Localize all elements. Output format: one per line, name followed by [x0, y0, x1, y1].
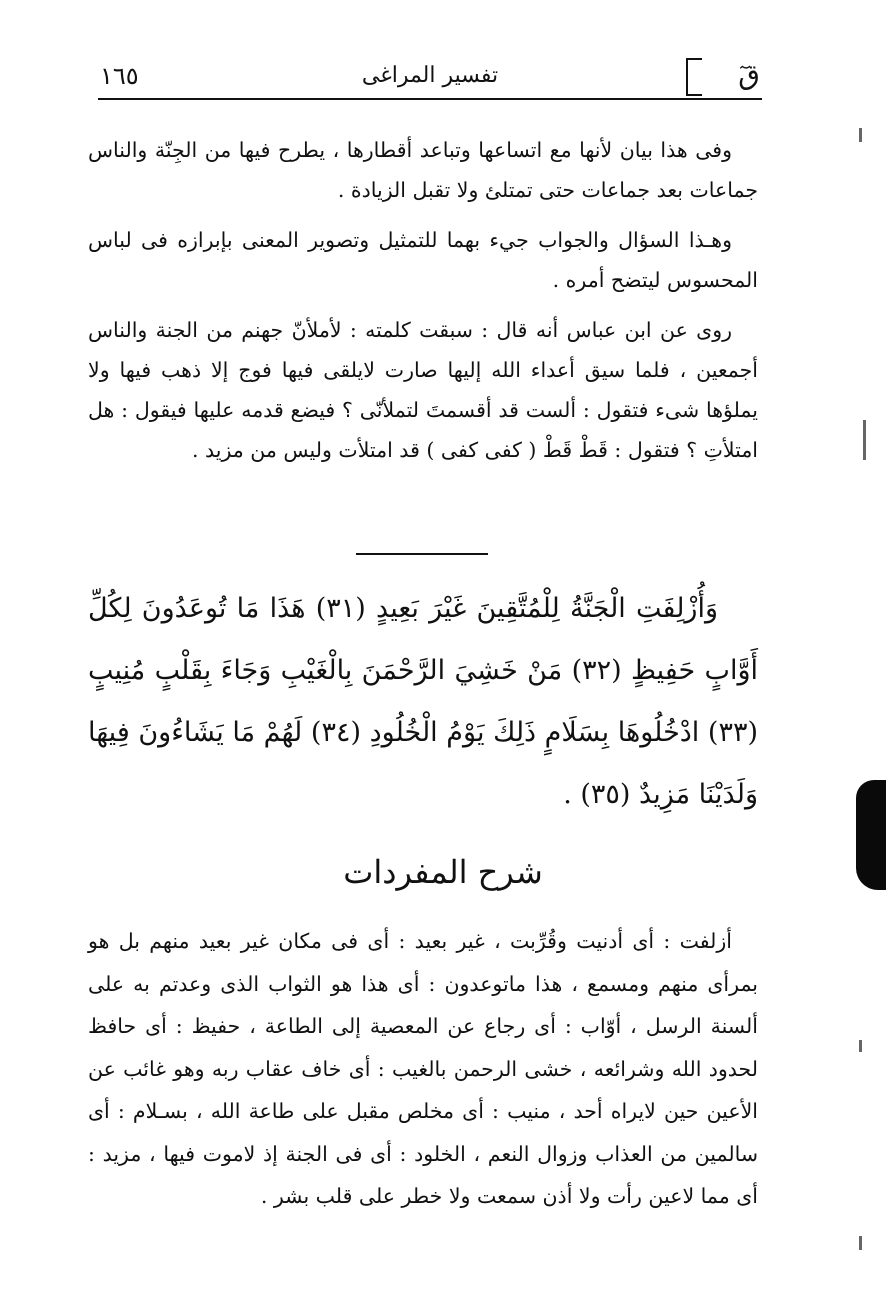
- paragraph-2: وهـذا السؤال والجواب جيء بهما للتمثيل وتصوير المعنى بإبرازه فى لباس المحسوس ليتضح أمره .: [88, 228, 758, 292]
- vocabulary-text: [88, 920, 758, 1218]
- page-header: [100, 56, 760, 96]
- scan-mark: [863, 420, 866, 460]
- page-number: ١٦٥: [100, 62, 139, 90]
- quran-verses: وَأُزْلِفَتِ الْجَنَّةُ لِلْمُتَّقِينَ غَيْرَ بَعِيدٍ (٣١) هَذَا مَا تُوعَدُونَ لِكُلِّ أَوَّابٍ حَفِيظٍ (٣٢) مَنْ خَشِيَ الرَّحْمَنَ بِالْغَيْبِ وَجَاءَ بِقَلْبٍ مُنِيبٍ (٣٣) ادْخُلُوهَا بِسَلَامٍ ذَلِكَ يَوْمُ الْخُلُودِ (٣٤) لَهُمْ مَا يَشَاءُونَ فِيهَا وَلَدَيْنَا مَزِيدٌ (٣٥) .: [88, 593, 759, 810]
- scan-mark: [859, 128, 862, 142]
- scan-mark: [859, 1236, 862, 1250]
- scan-mark: [859, 1040, 862, 1052]
- running-title: تفسير المراغى: [361, 63, 499, 88]
- header-rule: [98, 98, 762, 100]
- paragraph-1: وفى هذا بيان لأنها مع اتساعها وتباعد أقطارها ، يطرح فيها من الجِنّة والناس جماعات بعد جماعات حتى تمتلئ ولا تقبل الزيادة .: [88, 138, 758, 202]
- vocabulary-paragraph: أزلفت : أى أدنيت وقُرِّبت ، غير بعيد : أى فى مكان غير بعيد منهم بل هو بمرأى منهم ومسمع ، هذا ماتوعدون : أى هذا هو الثواب الذى وعدتم به على ألسنة الرسل ، أوّاب : أى رجاع عن المعصية إلى الطاعة ، حفيظ : أى حافظ لحدود الله وشرائعه ، خشى الرحمن بالغيب : أى خاف عقاب ربه وهو غائب عن الأعين حين لايراه أحد ، منيب : أى مخلص مقبل على طاعة الله ، بسـلام : أى سالمين من العذاب وزوال النعم ، الخلود : أى فى الجنة إذ لاموت فيها ، مزيد : أى مما لاعين رأت ولا أذن سمعت ولا خطر على قلب بشر .: [88, 929, 758, 1208]
- scan-blot: [856, 780, 886, 890]
- section-heading: شرح المفردات: [343, 853, 543, 891]
- surah-label: قٓ: [738, 58, 760, 91]
- section-separator: [356, 553, 488, 555]
- commentary-text: [88, 130, 758, 470]
- paragraph-3: روى عن ابن عباس أنه قال : سبقت كلمته : لأملأنّ جهنم من الجنة والناس أجمعين ، فلما سيق أعداء الله إليها صارت لايلقى فيها فوج إلا ذهب فيها ولا يملؤها شىء فتقول : ألست قد أقسمتَ لتملأنّى ؟ فيضع قدمه عليها فيقول : هل امتلأتِ ؟ فتقول : قَطْ قَطْ ( كفى كفى ) قد امتلأت وليس من مزيد .: [88, 318, 758, 462]
